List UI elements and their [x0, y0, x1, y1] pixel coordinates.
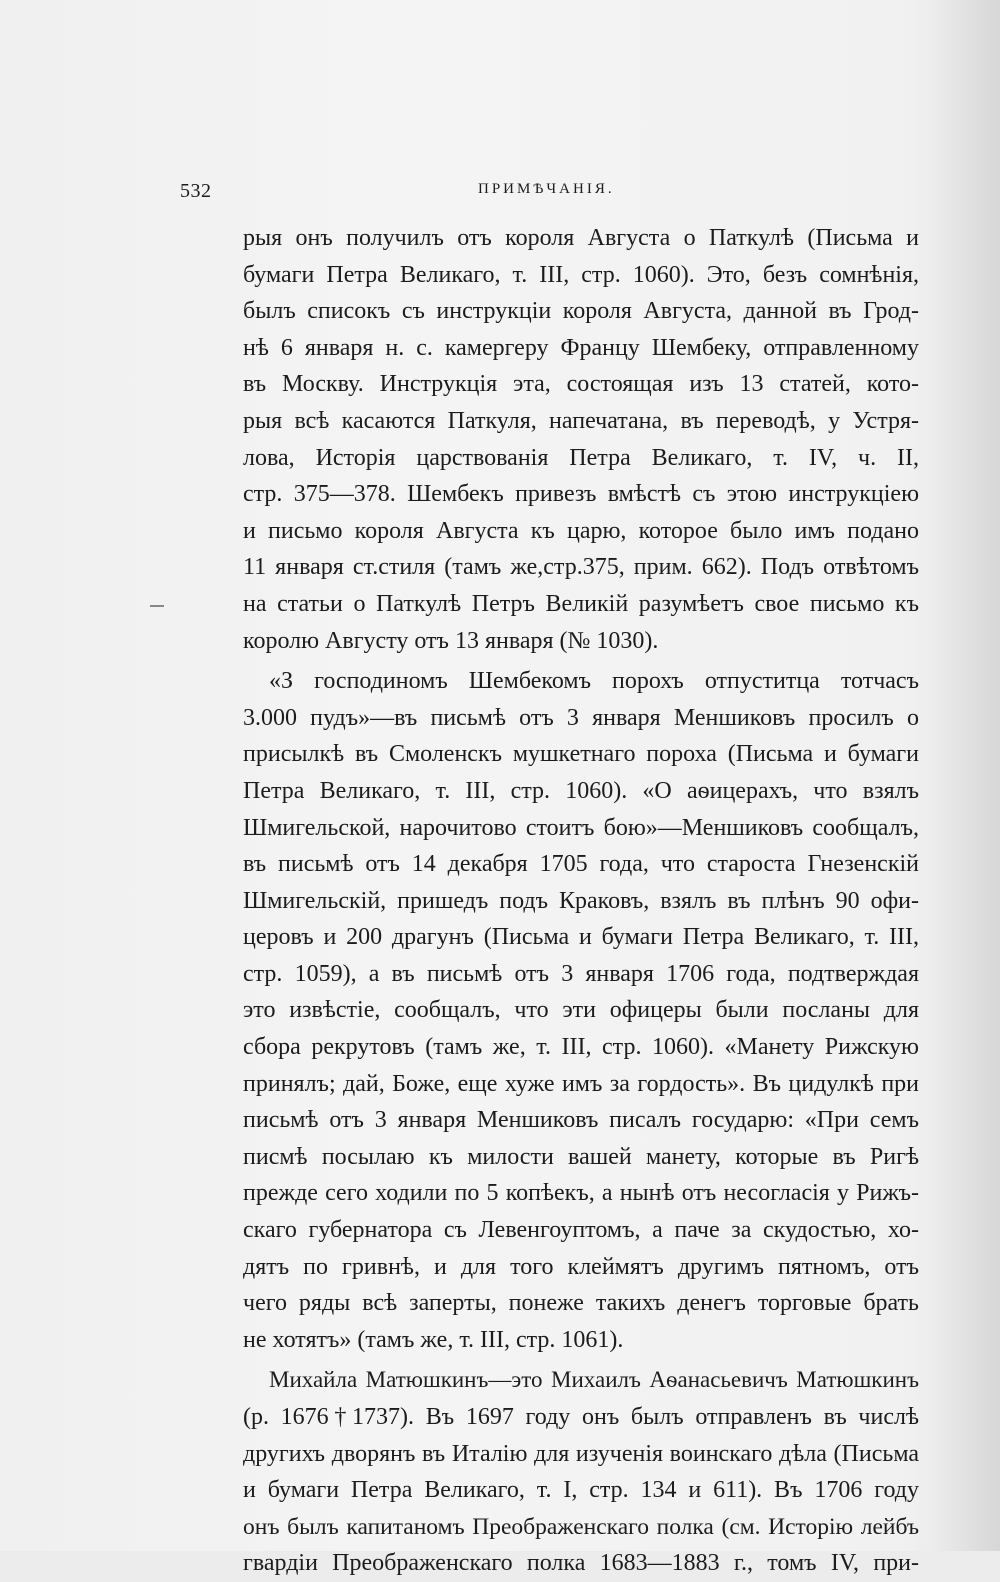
text-line: писмѣ посылаю къ милости вашей манету, которые въ Ригѣ: [243, 1143, 919, 1170]
text-line: въ письмѣ отъ 14 декабря 1705 года, что староста Гнезенскій: [243, 851, 919, 878]
text-line: принялъ; дай, Боже, еще хуже имъ за гордость». Въ цидулкѣ при: [243, 1070, 919, 1097]
text-line: дятъ по гривнѣ, и для того клеймятъ другимъ пятномъ, отъ: [243, 1253, 919, 1280]
text-line: другихъ дворянъ въ Италію для изученія воинскаго дѣла (Письма: [243, 1440, 919, 1467]
text-line: письмѣ отъ 3 января Меншиковъ писалъ государю: «При семъ: [243, 1107, 919, 1134]
running-head: ПРИМѢЧАНІЯ.: [478, 181, 615, 197]
text-line: Шмигельской, нарочитово стоитъ бою»—Меншиковъ сообщалъ,: [243, 814, 919, 841]
text-line: и письмо короля Августа къ царю, которое было имъ подано: [243, 517, 919, 544]
text-line: бумаги Петра Великаго, т. III, стр. 1060). Это, безъ сомнѣнія,: [243, 261, 919, 288]
text-line: рыя всѣ касаются Паткуля, напечатана, въ переводѣ, у Устря-: [243, 407, 919, 434]
margin-mark: [150, 605, 164, 607]
page-number: 532: [180, 180, 212, 202]
text-line: Петра Великаго, т. III, стр. 1060). «О аѳицерахъ, что взялъ: [243, 777, 919, 804]
text-line: Михайла Матюшкинъ—это Михаилъ Аѳанасьевичъ Матюшкинъ: [269, 1367, 919, 1393]
page-edge-shadow: [930, 0, 1000, 1551]
paragraph-1: [243, 220, 919, 659]
text-line: 11 января ст.стиля (тамъ же,стр.375, прим. 662). Подъ отвѣтомъ: [243, 554, 919, 581]
text-line: это извѣстіе, сообщалъ, что эти офицеры были посланы для: [243, 997, 919, 1024]
text-line: на статьи о Паткулѣ Петръ Великій разумѣетъ свое письмо къ: [243, 590, 919, 617]
text-line: стр. 375—378. Шембекъ привезъ вмѣстѣ съ этою инструкціею: [243, 481, 919, 508]
text-line: въ Москву. Инструкція эта, состоящая изъ 13 статей, кото-: [243, 371, 919, 398]
text-line: чего ряды всѣ заперты, понеже такихъ денегъ торговые брать: [243, 1290, 919, 1317]
text-line: сбора рекрутовъ (тамъ же, т. III, стр. 1060). «Манету Рижскую: [243, 1034, 919, 1061]
text-line: рыя онъ получилъ отъ короля Августа о Паткулѣ (Письма и: [243, 225, 919, 251]
body-text: [243, 220, 919, 1582]
text-line: «З господиномъ Шембекомъ порохъ отпуститца тотчасъ: [269, 668, 919, 695]
text-line: Шмигельскій, пришедъ подъ Краковъ, взялъ въ плѣнъ 90 офи-: [243, 887, 919, 914]
text-line: и бумаги Петра Великаго, т. I, стр. 134 и 611). Въ 1706 году: [243, 1477, 919, 1504]
text-line: прежде сего ходили по 5 копѣекъ, а нынѣ отъ несогласія у Рижъ-: [243, 1180, 919, 1207]
text-line: 3.000 пудъ»—въ письмѣ отъ 3 января Меншиковъ просилъ о: [243, 704, 919, 731]
text-line: не хотятъ» (тамъ же, т. III, стр. 1061).: [243, 1326, 624, 1353]
paragraph-3: [243, 1362, 919, 1582]
text-line: скаго губернатора съ Левенгоуптомъ, а паче за скудостью, хо-: [243, 1217, 919, 1244]
text-line: лова, Исторія царствованія Петра Великаго, т. IV, ч. II,: [243, 444, 919, 471]
text-line: церовъ и 200 драгунъ (Письма и бумаги Петра Великаго, т. III,: [243, 924, 919, 951]
text-line: (р. 1676†1737). Въ 1697 году онъ былъ отправленъ въ числѣ: [243, 1404, 919, 1430]
text-line: онъ былъ капитаномъ Преображенскаго полка (см. Исторію лейбъ: [243, 1513, 919, 1540]
text-line: гвардіи Преображенскаго полка 1683—1883 г., томъ IV, при-: [243, 1550, 919, 1577]
paragraph-2: [243, 663, 919, 1358]
text-line: былъ списокъ съ инструкціи короля Августа, данной въ Грод-: [243, 298, 919, 325]
text-line: нѣ 6 января н. с. камергеру Францу Шембеку, отправленному: [243, 334, 919, 361]
text-line: присылкѣ въ Смоленскъ мушкетнаго пороха (Письма и бумаги: [243, 741, 919, 768]
text-line: королю Августу отъ 13 января (№ 1030).: [243, 627, 659, 654]
text-line: стр. 1059), а въ письмѣ отъ 3 января 1706 года, подтверждая: [243, 960, 919, 987]
